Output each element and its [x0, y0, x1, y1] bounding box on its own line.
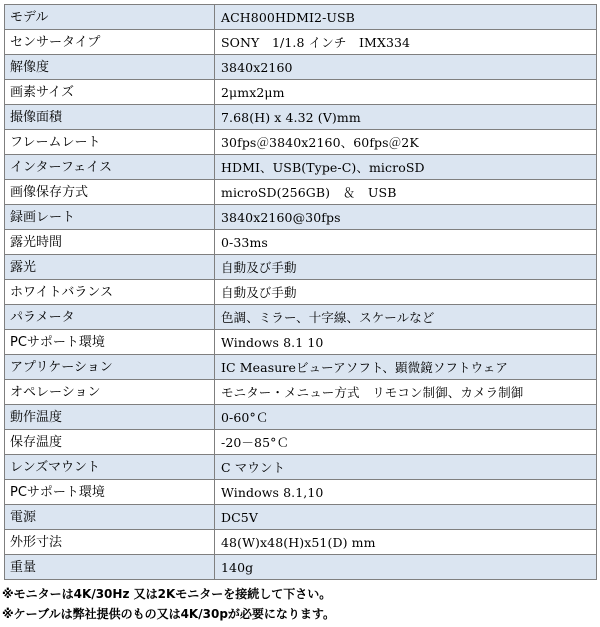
spec-row-lens-mount — [5, 455, 597, 480]
spec-row-weight — [5, 555, 597, 580]
spec-row-pc-support-2 — [5, 480, 597, 505]
spec-row-pixel-size — [5, 80, 597, 105]
spec-row-interface — [5, 155, 597, 180]
spec-value: Windows 8.1,10 — [215, 480, 597, 505]
spec-row-white-balance — [5, 280, 597, 305]
spec-label: 露光時間 — [5, 230, 215, 255]
spec-value: ACH800HDMI2-USB — [215, 5, 597, 30]
spec-label: 保存温度 — [5, 430, 215, 455]
spec-value: DC5V — [215, 505, 597, 530]
spec-row-model — [5, 5, 597, 30]
footnote-cable: ※ケーブルは弊社提供のもの又は4K/30pが必要になります。 — [2, 607, 335, 621]
spec-label: ホワイトバランス — [5, 280, 215, 305]
spec-label: センサータイプ — [5, 30, 215, 55]
spec-row-operation — [5, 380, 597, 405]
spec-value: モニター・メニュー方式 リモコン制御、カメラ制御 — [215, 380, 597, 405]
spec-label: 重量 — [5, 555, 215, 580]
spec-label: 録画レート — [5, 205, 215, 230]
footnotes — [2, 586, 598, 626]
spec-row-operating-temperature — [5, 405, 597, 430]
spec-value: 48(W)x48(H)x51(D) mm — [215, 530, 597, 555]
spec-label: 外形寸法 — [5, 530, 215, 555]
spec-label: アプリケーション — [5, 355, 215, 380]
spec-label: 画像保存方式 — [5, 180, 215, 205]
spec-table-body — [5, 5, 597, 580]
spec-row-recording-rate — [5, 205, 597, 230]
spec-value: 3840x2160@30fps — [215, 205, 597, 230]
spec-value: -20－85°Ｃ — [215, 430, 597, 455]
spec-value: C マウント — [215, 455, 597, 480]
spec-value: 自動及び手動 — [215, 280, 597, 305]
spec-row-sensor-type — [5, 30, 597, 55]
spec-row-power — [5, 505, 597, 530]
spec-value: HDMI、USB(Type-C)、microSD — [215, 155, 597, 180]
spec-row-frame-rate — [5, 130, 597, 155]
spec-value: Windows 8.1 10 — [215, 330, 597, 355]
spec-row-exposure-time — [5, 230, 597, 255]
spec-value: 140g — [215, 555, 597, 580]
spec-label: レンズマウント — [5, 455, 215, 480]
spec-row-imaging-area — [5, 105, 597, 130]
spec-row-dimensions — [5, 530, 597, 555]
spec-value: 0-60°Ｃ — [215, 405, 597, 430]
spec-label: PCサポート環境 — [5, 480, 215, 505]
spec-label: フレームレート — [5, 130, 215, 155]
spec-value: 30fps＠3840x2160、60fps＠2K — [215, 130, 597, 155]
spec-label: オペレーション — [5, 380, 215, 405]
spec-value: SONY 1/1.8 インチ IMX334 — [215, 30, 597, 55]
spec-label: 画素サイズ — [5, 80, 215, 105]
spec-label: 動作温度 — [5, 405, 215, 430]
spec-value: 3840x2160 — [215, 55, 597, 80]
spec-value: 自動及び手動 — [215, 255, 597, 280]
spec-label: PCサポート環境 — [5, 330, 215, 355]
spec-value: microSD(256GB) ＆ USB — [215, 180, 597, 205]
spec-label: 撮像面積 — [5, 105, 215, 130]
spec-row-application — [5, 355, 597, 380]
spec-label: パラメータ — [5, 305, 215, 330]
spec-value: 色調、ミラー、十字線、スケールなど — [215, 305, 597, 330]
spec-row-pc-support — [5, 330, 597, 355]
spec-table — [4, 4, 597, 580]
spec-row-resolution — [5, 55, 597, 80]
spec-value: 7.68(H) x 4.32 (V)mm — [215, 105, 597, 130]
spec-label: 電源 — [5, 505, 215, 530]
spec-value: 2μmx2μm — [215, 80, 597, 105]
spec-label: 露光 — [5, 255, 215, 280]
spec-value: 0-33ms — [215, 230, 597, 255]
spec-value: IC Measureビューアソフト、顕微鏡ソフトウェア — [215, 355, 597, 380]
spec-label: モデル — [5, 5, 215, 30]
spec-row-image-storage — [5, 180, 597, 205]
spec-row-storage-temperature — [5, 430, 597, 455]
spec-label: 解像度 — [5, 55, 215, 80]
footnote-monitor: ※モニターは4K/30Hz 又は2Kモニターを接続して下さい。 — [2, 587, 332, 601]
spec-row-parameters — [5, 305, 597, 330]
spec-label: インターフェイス — [5, 155, 215, 180]
spec-row-exposure — [5, 255, 597, 280]
